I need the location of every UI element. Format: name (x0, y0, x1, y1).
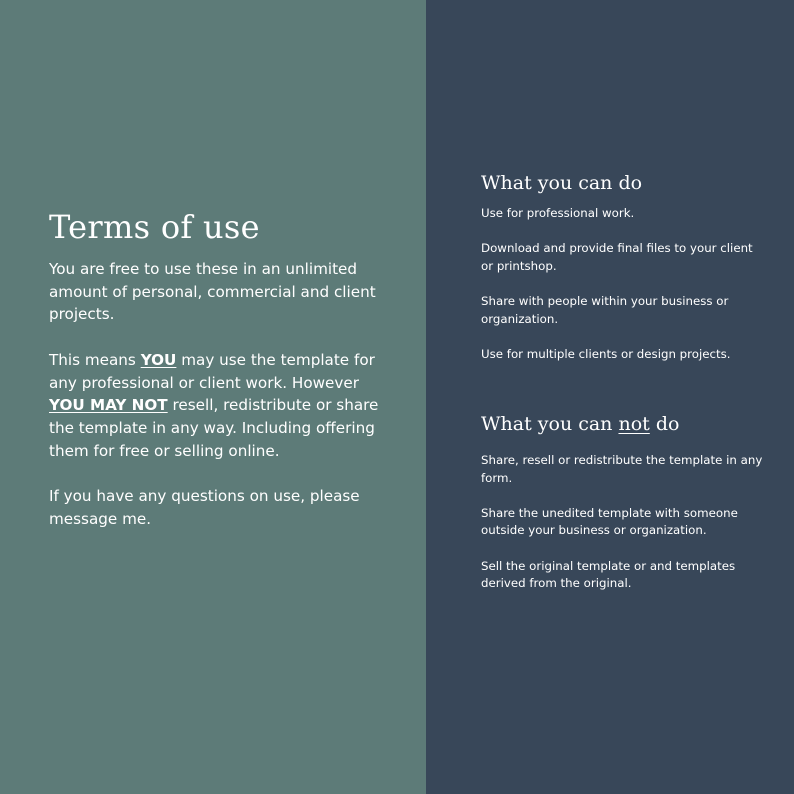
you-may-not-emphasis: YOU MAY NOT (49, 396, 168, 415)
can-do-list (481, 205, 766, 381)
you-emphasis: YOU (140, 350, 177, 369)
right-panel (426, 0, 794, 794)
usage-text-end: resell, redistribute or share the template in any way. Including offering them for free or selling online. (49, 396, 379, 460)
list-item: Download and provide final files to your client or printshop. (481, 241, 753, 273)
list-item: Use for professional work. (481, 206, 635, 220)
list-item: Use for multiple clients or design projects. (481, 346, 731, 361)
not-emphasis: not (618, 413, 650, 435)
list-item: Sell the original template or and templates derived from the original. (481, 558, 736, 591)
cannot-heading-end: do (649, 413, 680, 435)
usage-paragraph (49, 349, 399, 463)
cannot-heading-start: What you can (481, 413, 619, 435)
intro-paragraph: You are free to use these in an unlimited amount of personal, commercial and client projects. (49, 260, 376, 324)
can-do-heading: What you can do (481, 172, 643, 194)
page-title: Terms of use (49, 208, 260, 246)
cannot-do-heading (481, 413, 679, 435)
list-item: Share, resell or redistribute the template in any form. (481, 453, 763, 485)
usage-text-middle: may use the template for any professional or client work. However (49, 350, 375, 392)
list-item: Share the unedited template with someone outside your business or organization. (481, 505, 738, 538)
usage-text-start: This means (49, 350, 141, 369)
terms-body (49, 258, 399, 553)
list-item: Share with people within your business or organization. (481, 293, 729, 326)
cannot-do-list (481, 452, 766, 610)
contact-paragraph: If you have any questions on use, please message me. (49, 487, 360, 528)
